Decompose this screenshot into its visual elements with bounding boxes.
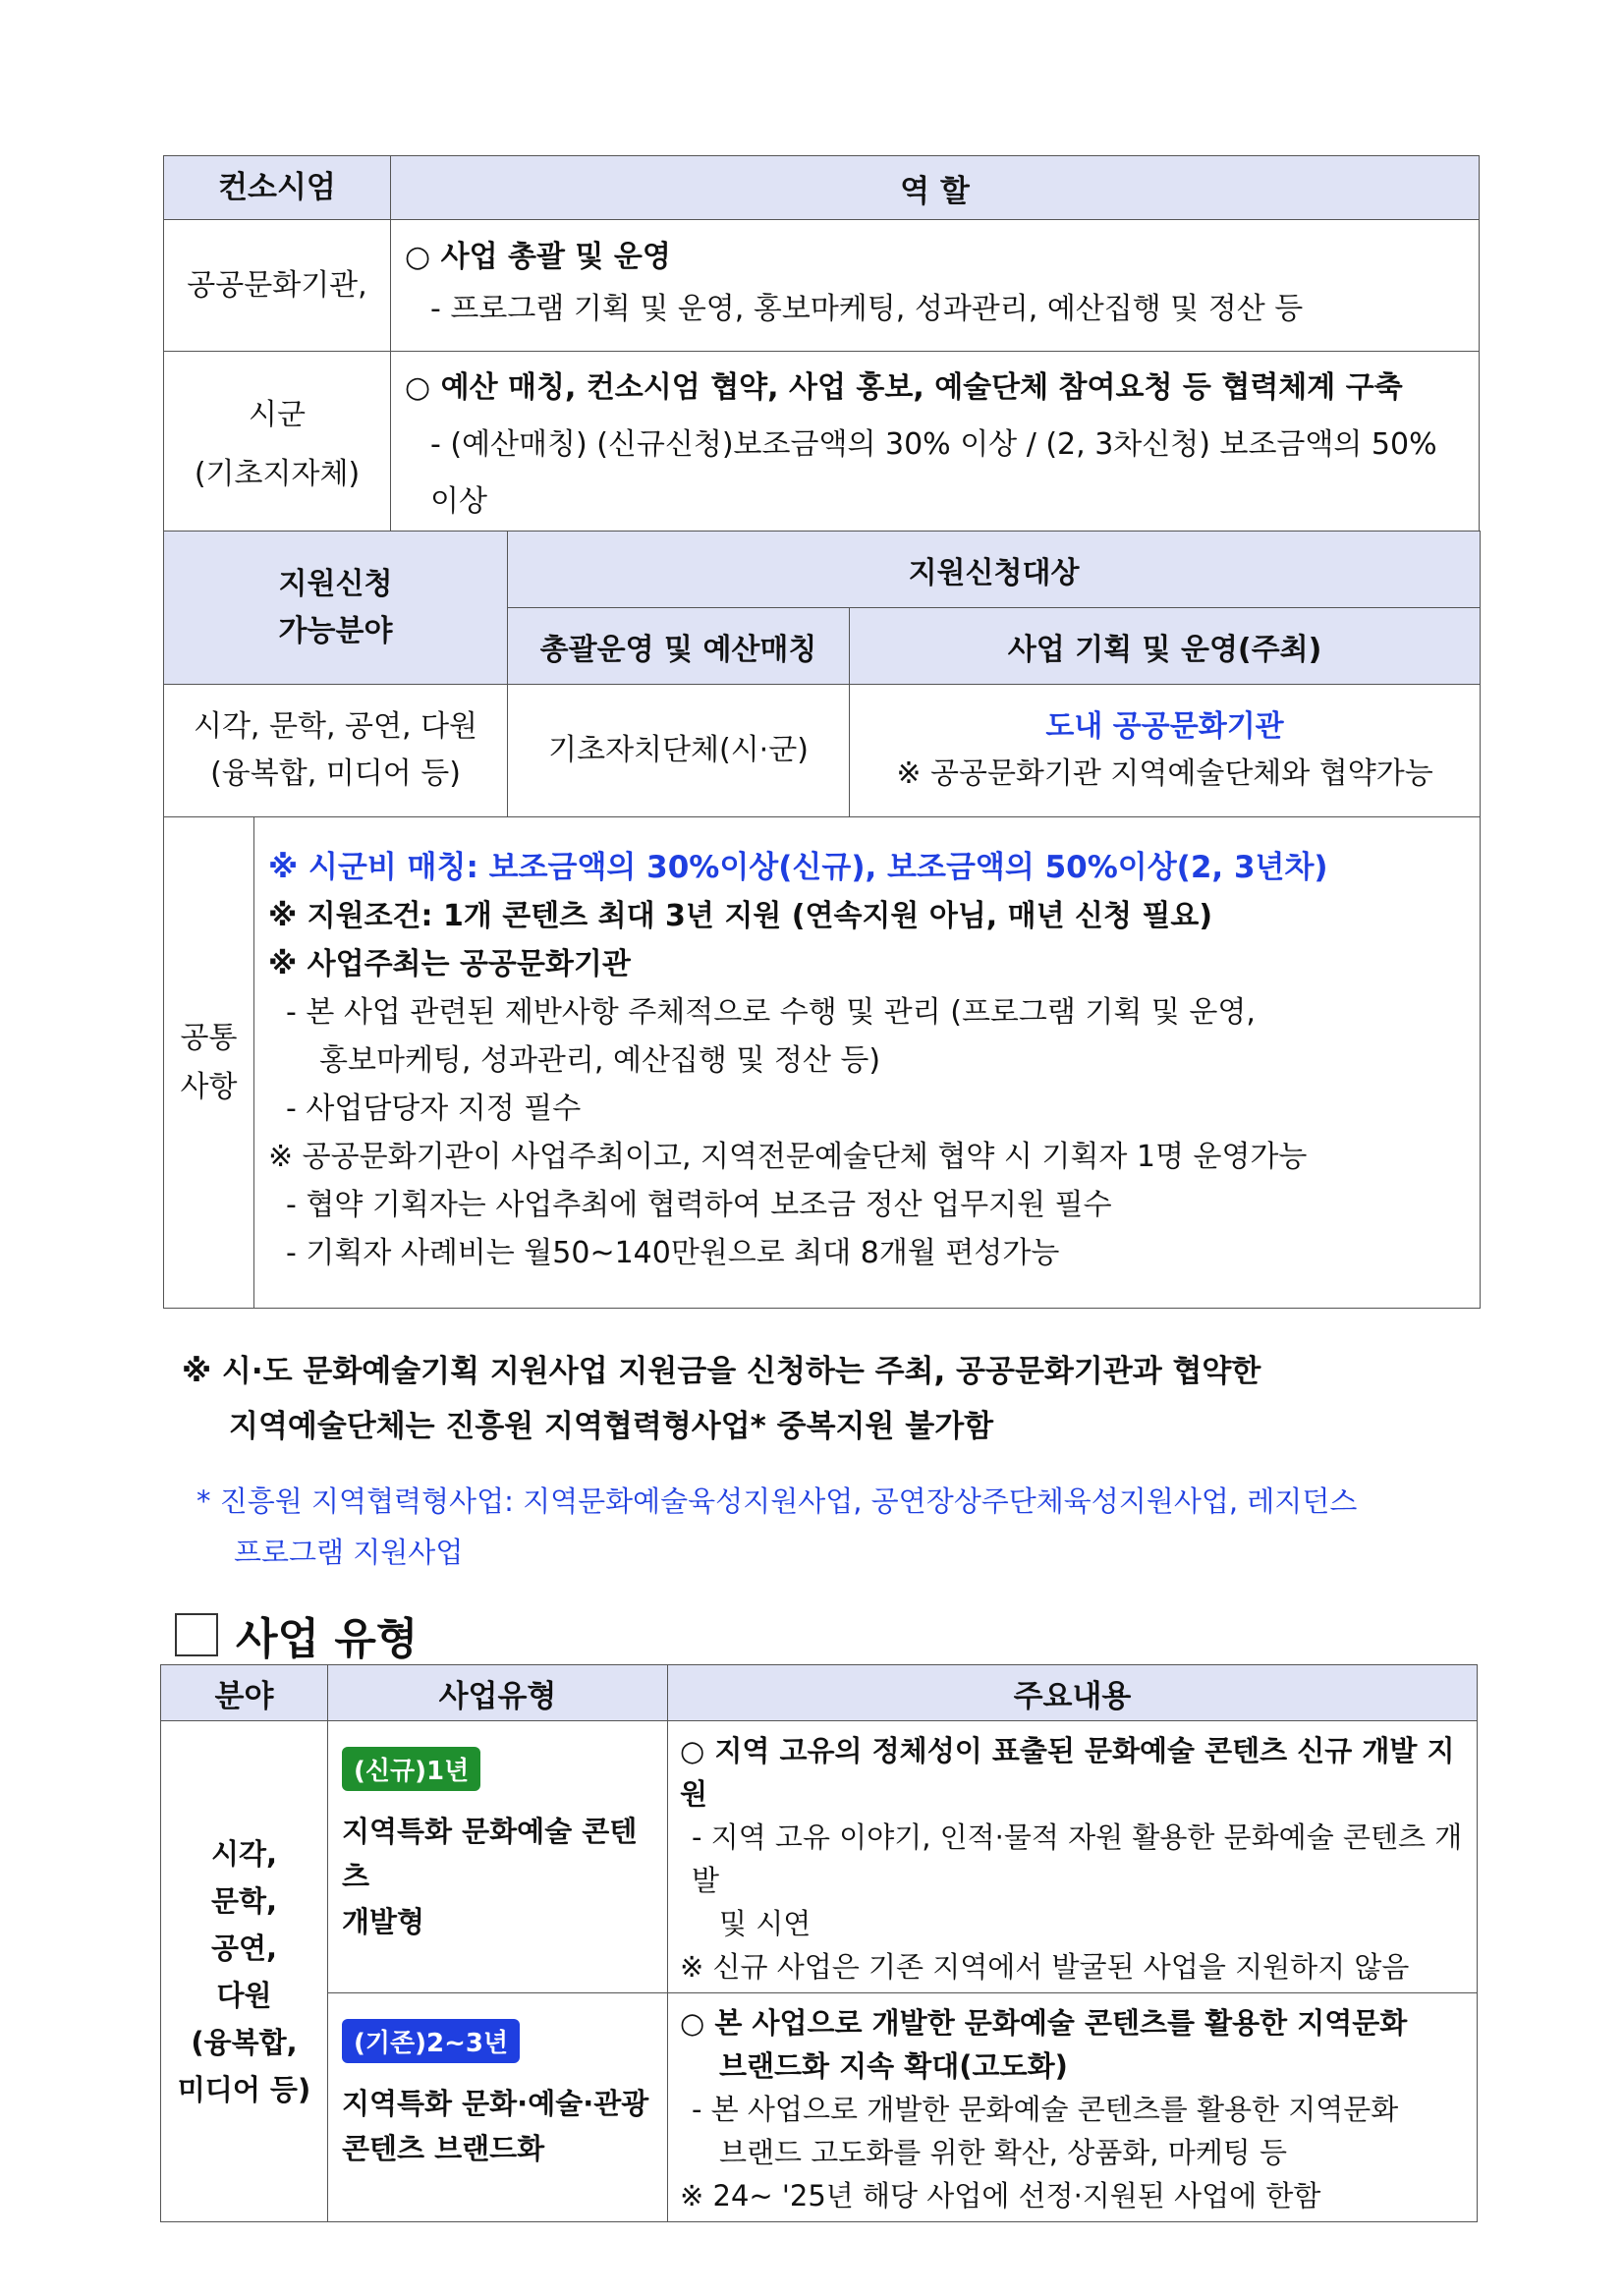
field-cell bbox=[161, 1721, 328, 2222]
common-line-planner: ※ 공공문화기관이 사업주최이고, 지역전문예술단체 협약 시 기획자 1명 운영가능 bbox=[268, 1140, 1308, 1174]
type-title-l2: 개발형 bbox=[342, 1905, 425, 1938]
header-field-l1: 지원신청 bbox=[278, 566, 393, 601]
field-line: (융복합, bbox=[191, 2025, 298, 2059]
table-row-party bbox=[164, 352, 391, 539]
content-note: ※ 신규 사업은 기존 지역에서 발굴된 사업을 지원하지 않음 bbox=[680, 1950, 1410, 1984]
common-line-duty-cont: 홍보마케팅, 성과관리, 예산집행 및 정산 등) bbox=[319, 1043, 881, 1078]
type-title-l2: 콘텐츠 브랜드화 bbox=[342, 2132, 545, 2165]
type-title: 지역특화 문화예술 콘텐츠 bbox=[342, 1815, 638, 1893]
duplicate-support-notice bbox=[182, 1344, 1488, 1454]
field-l1: 시각, 문학, 공연, 다원 bbox=[193, 709, 478, 744]
field-line: 시각, bbox=[210, 1836, 278, 1871]
type-cell bbox=[328, 1721, 668, 1993]
section-title: 사업 유형 bbox=[236, 1614, 419, 1664]
content-main: ○ 본 사업으로 개발한 문화예술 콘텐츠를 활용한 지역문화 bbox=[680, 2006, 1408, 2040]
table-row-role bbox=[391, 352, 1480, 539]
party-name: 시군 bbox=[249, 398, 306, 432]
content-cell bbox=[668, 1721, 1478, 1993]
notice-line2: 지역예술단체는 진흥원 지역협력형사업* 중복지원 불가함 bbox=[229, 1409, 994, 1444]
target-host-main: 도내 공공문화기관 bbox=[1045, 709, 1284, 744]
party-name: 공공문화기관, bbox=[187, 267, 367, 303]
field-line: 미디어 등) bbox=[177, 2072, 311, 2106]
footnote-line2: 프로그램 지원사업 bbox=[234, 1536, 464, 1569]
header-sub-host: 사업 기획 및 운영(주최) bbox=[850, 608, 1481, 685]
business-type-table bbox=[160, 1664, 1478, 2222]
common-label-l1: 공통 bbox=[180, 1020, 238, 1055]
notice-line1: ※ 시·도 문화예술기획 지원사업 지원금을 신청하는 주최, 공공문화기관과 협약한 bbox=[182, 1354, 1261, 1389]
header-type: 사업유형 bbox=[328, 1665, 668, 1721]
target-host-note: ※ 공공문화기관 지역예술단체와 협약가능 bbox=[896, 756, 1433, 791]
new-badge: (신규)1년 bbox=[342, 1747, 480, 1791]
target-budget-cell: 기초자치단체(시·군) bbox=[508, 685, 850, 817]
footnote-line1: * 진흥원 지역협력형사업: 지역문화예술육성지원사업, 공연장상주단체육성지원사업, 레지던스 bbox=[196, 1484, 1358, 1518]
field-line: 다원 bbox=[216, 1978, 272, 2012]
existing-badge: (기존)2~3년 bbox=[342, 2019, 520, 2063]
content-main-cont: 브랜드화 지속 확대(고도화) bbox=[719, 2049, 1068, 2083]
party-name-sub: (기초지자체) bbox=[194, 457, 361, 491]
common-line-planner-duty: - 협약 기획자는 사업추최에 협력하여 보조금 정산 업무지원 필수 bbox=[286, 1188, 1112, 1222]
role-sub: - 프로그램 기획 및 운영, 홍보마케팅, 성과관리, 예산집행 및 정산 등 bbox=[430, 291, 1304, 326]
common-body-cell bbox=[254, 817, 1481, 1309]
header-content: 주요내용 bbox=[668, 1665, 1478, 1721]
footnote bbox=[196, 1476, 1493, 1578]
table-row-role bbox=[391, 220, 1480, 352]
content-cell bbox=[668, 1993, 1478, 2222]
common-line-planner-fee: - 기획자 사례비는 월50~140만원으로 최대 8개월 편성가능 bbox=[286, 1236, 1060, 1270]
common-label-cell bbox=[164, 817, 254, 1309]
header-field: 분야 bbox=[161, 1665, 328, 1721]
common-line-host: ※ 사업주최는 공공문화기관 bbox=[268, 947, 631, 981]
application-eligibility-table bbox=[163, 531, 1481, 1309]
content-sub: - 본 사업으로 개발한 문화예술 콘텐츠를 활용한 지역문화 bbox=[692, 2093, 1399, 2126]
common-line-duty: - 본 사업 관련된 제반사항 주체적으로 수행 및 관리 (프로그램 기획 및 운영, bbox=[286, 995, 1256, 1030]
header-role: 역 할 bbox=[391, 156, 1480, 220]
role-sub: - (예산매칭) (신규신청)보조금액의 30% 이상 / (2, 3차신청) 보조금액의 50% 이상 bbox=[430, 427, 1437, 519]
field-l2: (융복합, 미디어 등) bbox=[210, 756, 461, 791]
content-note: ※ 24~ '25년 해당 사업에 선정·지원된 사업에 한함 bbox=[680, 2179, 1321, 2212]
header-target: 지원신청대상 bbox=[508, 532, 1481, 608]
header-sub-budget: 총괄운영 및 예산매칭 bbox=[508, 608, 850, 685]
content-sub: - 지역 고유 이야기, 인적·물적 자원 활용한 문화예술 콘텐츠 개발 bbox=[692, 1820, 1463, 1897]
checkbox-icon bbox=[175, 1613, 218, 1656]
common-line-condition: ※ 지원조건: 1개 콘텐츠 최대 3년 지원 (연속지원 아님, 매년 신청 필요) bbox=[268, 899, 1213, 933]
field-line: 공연, bbox=[210, 1931, 278, 1965]
field-line: 문학, bbox=[210, 1883, 278, 1918]
header-field bbox=[164, 532, 508, 685]
content-main: ○ 지역 고유의 정체성이 표출된 문화예술 콘텐츠 신규 개발 지원 bbox=[680, 1734, 1455, 1811]
consortium-role-table bbox=[163, 155, 1480, 539]
header-field-l2: 가능분야 bbox=[278, 613, 393, 648]
common-label-l2: 사항 bbox=[180, 1069, 238, 1104]
role-main: ○ 사업 총괄 및 운영 bbox=[405, 239, 671, 274]
common-line-matching: ※ 시군비 매칭: 보조금액의 30%이상(신규), 보조금액의 50%이상(2, 3년차) bbox=[268, 850, 1328, 885]
table-row-party bbox=[164, 220, 391, 352]
content-sub-cont: 및 시연 bbox=[719, 1907, 812, 1940]
field-cell bbox=[164, 685, 508, 817]
header-consortium: 컨소시엄 bbox=[164, 156, 391, 220]
common-line-manager: - 사업담당자 지정 필수 bbox=[286, 1092, 582, 1126]
target-host-cell bbox=[850, 685, 1481, 817]
content-sub-cont: 브랜드 고도화를 위한 확산, 상품화, 마케팅 등 bbox=[719, 2136, 1287, 2169]
type-cell bbox=[328, 1993, 668, 2222]
type-title: 지역특화 문화·예술·관광 bbox=[342, 2087, 649, 2120]
section-heading bbox=[175, 1603, 418, 1666]
role-main: ○ 예산 매칭, 컨소시엄 협약, 사업 홍보, 예술단체 참여요청 등 협력체계 구축 bbox=[405, 370, 1403, 405]
